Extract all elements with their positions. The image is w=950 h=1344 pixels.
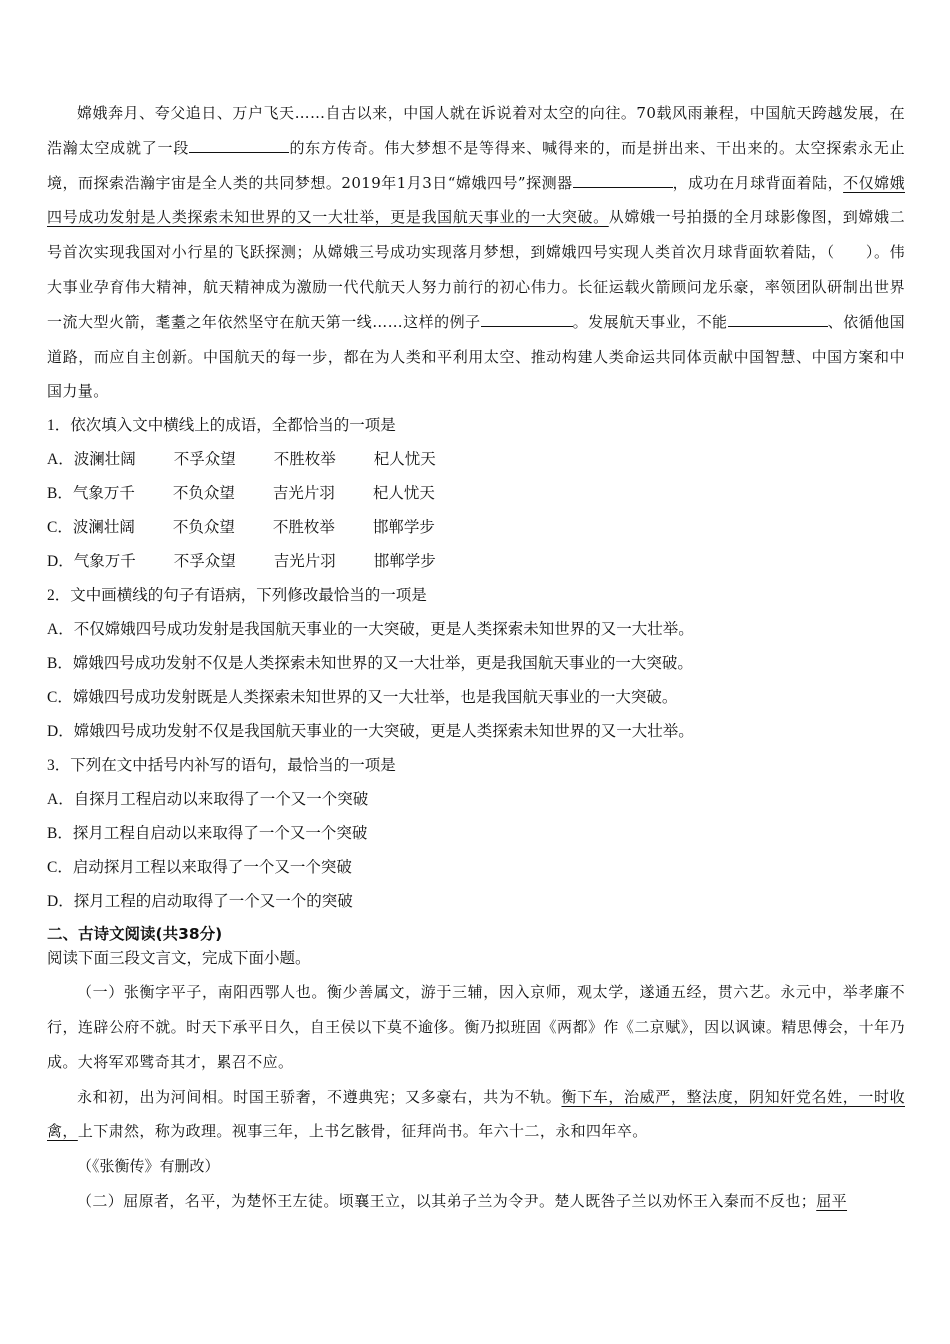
answer-option[interactable]: C．波澜壮阔 不负众望 不胜枚举 邯郸学步 [47,519,435,537]
answer-option[interactable]: B．探月工程自启动以来取得了一个又一个突破 [47,825,368,843]
question-stem: 2．文中画横线的句子有语病，下列修改最恰当的一项是 [47,587,427,605]
passage-text: 。发展航天事业，不能 [572,312,728,331]
question-stem: 3．下列在文中括号内补写的语句，最恰当的一项是 [47,757,396,775]
passage-text: 的东方传奇。伟大梦想不是等得来、喊得来的，而是拼出来、干出来的。太空探索永无止境，而探索浩瀚宇宙是全人类的共同梦想。2019年1月3日“嫦娥四号”探测器 [47,138,905,192]
passage-text: 、依循他国道路，而应自主创新。中国航天的每一步，都在为人类和平利用太空、推动构建人类命运共同体贡献中国智慧、中国方案和中国力量。 [47,312,905,401]
section-heading: 二、古诗文阅读(共38分) [47,925,223,944]
answer-option[interactable]: D．探月工程的启动取得了一个又一个的突破 [47,893,353,911]
fill-blank-2 [573,170,673,188]
fill-blank-3 [481,309,573,327]
answer-option[interactable]: D．气象万千 不孚众望 吉光片羽 邯郸学步 [47,553,436,571]
answer-option[interactable]: A．波澜壮阔 不孚众望 不胜枚举 杞人忧天 [47,451,436,469]
passage-text: 嫦娥奔月、夸父追日、万户飞天……自古以来，中国人就在诉说着对太空的向往。70载风雨兼程，中国航天跨越发展，在浩瀚太空成就了一段 [47,104,905,157]
answer-option[interactable]: B．气象万千 不负众望 吉光片羽 杞人忧天 [47,485,435,503]
underlined-sentence: 衡下车，治威严，整法度，阴知奸党名姓，一时收禽， [47,1087,905,1141]
answer-option[interactable]: D．嫦娥四号成功发射不仅是我国航天事业的一大突破，更是人类探索未知世界的又一大壮举。 [47,723,694,741]
classical-text-paragraph: （二）屈原者，名平，为楚怀王左徒。顷襄王立，以其弟子兰为令尹。楚人既咎子兰以劝怀王入秦而不反也；屈平 [77,1191,848,1210]
question-stem: 1．依次填入文中横线上的成语，全都恰当的一项是 [47,417,396,435]
section-intro: 阅读下面三段文言文，完成下面小题。 [47,950,311,968]
classical-text-paragraph: （一）张衡字平子，南阳西鄂人也。衡少善属文，游于三辅，因入京师，观太学，遂通五经，贯六艺。永元中，举孝廉不行，连辟公府不就。时天下承平日久，自王侯以下莫不逾侈。衡乃拟班固《两都》作《二京赋》，因以讽谏。精思傅会，十年乃成。大将军邓骘奇其才，累召不应。 [47,983,905,1071]
document-page [47,96,905,1219]
source-note: （《张衡传》有删改） [77,1157,220,1176]
answer-option[interactable]: B．嫦娥四号成功发射不仅是人类探索未知世界的又一大壮举，更是我国航天事业的一大突破。 [47,655,693,673]
underlined-sentence: 不仅嫦娥四号成功发射是人类探索未知世界的又一大壮举，更是我国航天事业的一大突破。 [47,173,905,227]
fill-blank-1 [189,135,289,153]
classical-text-paragraph: 永和初，出为河间相。时国王骄奢，不遵典宪；又多豪右，共为不轨。衡下车，治威严，整法度，阴知奸党名姓，一时收禽，上下肃然，称为政理。视事三年，上书乞骸骨，征拜尚书。年六十二，永和四年卒。 [47,1087,905,1141]
answer-option[interactable]: A．自探月工程启动以来取得了一个又一个突破 [47,791,369,809]
answer-option[interactable]: C．嫦娥四号成功发射既是人类探索未知世界的又一大壮举，也是我国航天事业的一大突破。 [47,689,678,707]
passage-text: ，成功在月球背面着陆， [672,173,844,192]
answer-option[interactable]: A．不仅嫦娥四号成功发射是我国航天事业的一大突破，更是人类探索未知世界的又一大壮举。 [47,621,694,639]
passage-paragraph [47,96,905,409]
fill-blank-4 [728,309,828,327]
passage-text: 从嫦娥一号拍摄的全月球影像图，到嫦娥二号首次实现我国对小行星的飞跃探测；从嫦娥三号成功实现落月梦想，到嫦娥四号实现人类首次月球背面软着陆，（ ）。伟大事业孕育伟大精神，航天精神成为激励一代代航天人努力前行的初心伟力。长征运载火箭顾问龙乐豪，率领团队研制出世界一流大型火箭，耄耋之年依然坚守在航天第一线……这样的例子 [47,208,905,331]
answer-option[interactable]: C．启动探月工程以来取得了一个又一个突破 [47,859,352,877]
underlined-sentence: 屈平 [816,1191,848,1210]
